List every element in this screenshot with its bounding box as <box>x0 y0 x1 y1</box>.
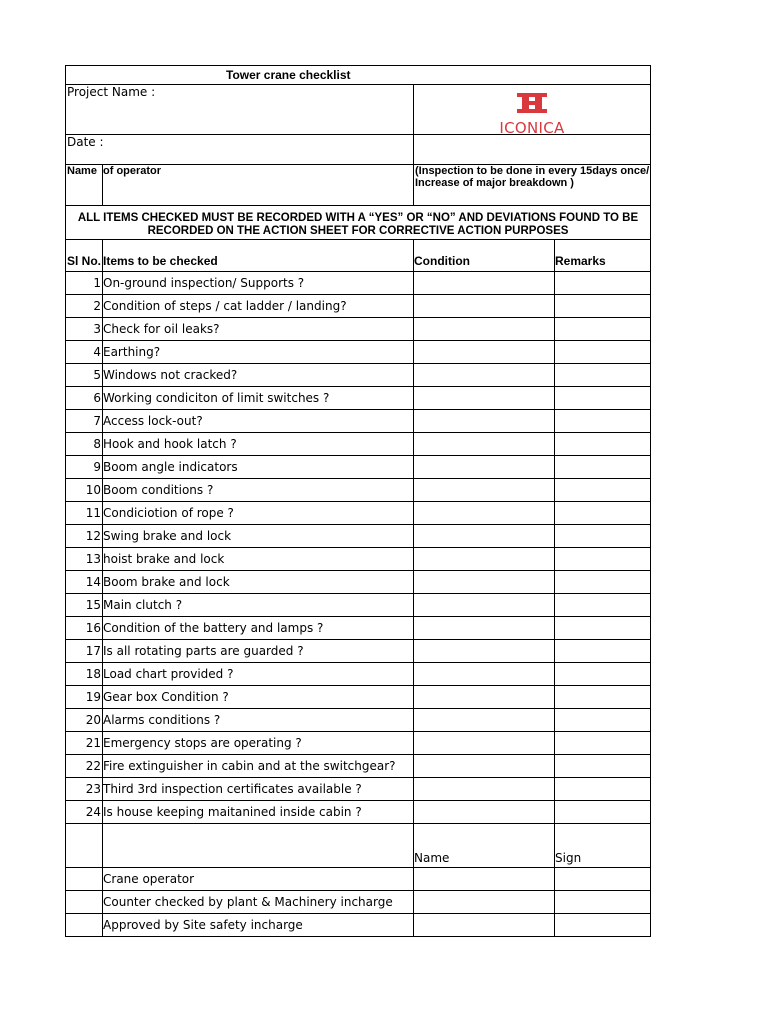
remarks-cell[interactable] <box>554 617 650 639</box>
remarks-cell[interactable] <box>554 456 650 478</box>
item-text: Swing brake and lock <box>102 525 413 547</box>
item-text: Third 3rd inspection certificates available ? <box>102 778 413 800</box>
iconica-logo-icon <box>517 93 547 113</box>
signoff-sign-label: Sign <box>554 824 650 867</box>
condition-cell[interactable] <box>413 387 554 409</box>
item-number: 18 <box>85 667 101 681</box>
item-number: 9 <box>93 460 101 474</box>
remarks-cell[interactable] <box>554 479 650 501</box>
sheet-title: Tower crane checklist <box>226 68 351 82</box>
signoff-sign-cell[interactable] <box>554 868 650 890</box>
checklist-row <box>65 364 651 387</box>
condition-cell[interactable] <box>413 525 554 547</box>
signoff-name-cell[interactable] <box>413 914 554 936</box>
condition-cell[interactable] <box>413 571 554 593</box>
condition-cell[interactable] <box>413 272 554 294</box>
header-condition: Condition <box>413 240 554 271</box>
logo-text: ICONICA <box>499 119 565 134</box>
condition-cell[interactable] <box>413 663 554 685</box>
checklist-row <box>65 548 651 571</box>
signoff-blank-cell <box>66 868 102 890</box>
condition-cell[interactable] <box>413 433 554 455</box>
item-number: 1 <box>93 276 101 290</box>
signoff-sign-cell[interactable] <box>554 914 650 936</box>
checklist-row <box>65 594 651 617</box>
signoff-blank-cell <box>102 824 413 867</box>
checklist-items <box>65 272 651 824</box>
date-right-cell <box>413 135 650 164</box>
remarks-cell[interactable] <box>554 387 650 409</box>
checklist-row <box>65 456 651 479</box>
condition-cell[interactable] <box>413 778 554 800</box>
remarks-cell[interactable] <box>554 272 650 294</box>
remarks-cell[interactable] <box>554 663 650 685</box>
checklist-row <box>65 732 651 755</box>
item-number: 13 <box>85 552 101 566</box>
remarks-cell[interactable] <box>554 640 650 662</box>
signoff-blank-cell <box>66 824 102 867</box>
operator-name-label-2: of operator <box>102 165 413 205</box>
item-text: Windows not cracked? <box>102 364 413 386</box>
instruction-banner: ALL ITEMS CHECKED MUST BE RECORDED WITH A “YES” OR “NO” AND DEVIATIONS FOUND TO BE RECORDED ON THE ACTION SHEET FOR CORRECTIVE ACTION PURPOSES <box>77 212 639 237</box>
checklist-row <box>65 801 651 824</box>
condition-cell[interactable] <box>413 341 554 363</box>
condition-cell[interactable] <box>413 755 554 777</box>
condition-cell[interactable] <box>413 318 554 340</box>
remarks-cell[interactable] <box>554 525 650 547</box>
remarks-cell[interactable] <box>554 364 650 386</box>
title-row <box>65 65 651 85</box>
signoff-sign-cell[interactable] <box>554 891 650 913</box>
checklist-row <box>65 410 651 433</box>
item-number: 16 <box>85 621 101 635</box>
item-text: Working condiciton of limit switches ? <box>102 387 413 409</box>
signoff-blank-cell <box>66 891 102 913</box>
signoff-header-row <box>65 824 651 868</box>
logo-cell <box>413 85 650 134</box>
item-number: 24 <box>85 805 101 819</box>
project-row <box>65 85 651 135</box>
header-remarks: Remarks <box>554 240 650 271</box>
item-number: 23 <box>85 782 101 796</box>
remarks-cell[interactable] <box>554 548 650 570</box>
item-number: 3 <box>93 322 101 336</box>
header-items: Items to be checked <box>102 240 413 271</box>
condition-cell[interactable] <box>413 732 554 754</box>
signoff-role: Counter checked by plant & Machinery incharge <box>102 891 413 913</box>
item-text: Fire extinguisher in cabin and at the switchgear? <box>102 755 413 777</box>
checklist-row <box>65 433 651 456</box>
banner-row <box>65 206 651 240</box>
item-text: Alarms conditions ? <box>102 709 413 731</box>
checklist-row <box>65 640 651 663</box>
item-text: Boom brake and lock <box>102 571 413 593</box>
checklist-row <box>65 479 651 502</box>
checklist-sheet <box>65 65 651 937</box>
item-text: Condition of the battery and lamps ? <box>102 617 413 639</box>
item-number: 21 <box>85 736 101 750</box>
item-text: Condiciotion of rope ? <box>102 502 413 524</box>
item-text: Gear box Condition ? <box>102 686 413 708</box>
remarks-cell[interactable] <box>554 318 650 340</box>
checklist-row <box>65 709 651 732</box>
signoff-name-cell[interactable] <box>413 891 554 913</box>
operator-row <box>65 165 651 206</box>
checklist-row <box>65 272 651 295</box>
condition-cell[interactable] <box>413 617 554 639</box>
condition-cell[interactable] <box>413 479 554 501</box>
remarks-cell[interactable] <box>554 341 650 363</box>
item-text: Check for oil leaks? <box>102 318 413 340</box>
remarks-cell[interactable] <box>554 778 650 800</box>
remarks-cell[interactable] <box>554 571 650 593</box>
item-text: Is all rotating parts are guarded ? <box>102 640 413 662</box>
item-text: hoist brake and lock <box>102 548 413 570</box>
item-text: Hook and hook latch ? <box>102 433 413 455</box>
item-number: 14 <box>85 575 101 589</box>
item-number: 20 <box>85 713 101 727</box>
condition-cell[interactable] <box>413 456 554 478</box>
signoff-name-label: Name <box>413 824 554 867</box>
checklist-row <box>65 571 651 594</box>
checklist-row <box>65 525 651 548</box>
item-number: 15 <box>85 598 101 612</box>
remarks-cell[interactable] <box>554 295 650 317</box>
condition-cell[interactable] <box>413 801 554 823</box>
date-label: Date : <box>67 135 104 149</box>
signoff-role: Crane operator <box>102 868 413 890</box>
item-number: 7 <box>93 414 101 428</box>
condition-cell[interactable] <box>413 548 554 570</box>
checklist-row <box>65 295 651 318</box>
condition-cell[interactable] <box>413 364 554 386</box>
item-number: 4 <box>93 345 101 359</box>
signoff-row <box>65 868 651 891</box>
condition-cell[interactable] <box>413 502 554 524</box>
remarks-cell[interactable] <box>554 594 650 616</box>
item-text: On-ground inspection/ Supports ? <box>102 272 413 294</box>
remarks-cell[interactable] <box>554 410 650 432</box>
condition-cell[interactable] <box>413 295 554 317</box>
inspection-note: (Inspection to be done in every 15days once/ Increase of major breakdown ) <box>413 165 650 205</box>
project-name-label: Project Name : <box>67 85 156 99</box>
item-number: 11 <box>85 506 101 520</box>
remarks-cell[interactable] <box>554 686 650 708</box>
item-text: Is house keeping maitanined inside cabin ? <box>102 801 413 823</box>
condition-cell[interactable] <box>413 686 554 708</box>
signoff-row <box>65 891 651 914</box>
item-text: Load chart provided ? <box>102 663 413 685</box>
item-text: Main clutch ? <box>102 594 413 616</box>
checklist-row <box>65 387 651 410</box>
remarks-cell[interactable] <box>554 732 650 754</box>
item-text: Condition of steps / cat ladder / landing? <box>102 295 413 317</box>
condition-cell[interactable] <box>413 410 554 432</box>
remarks-cell[interactable] <box>554 709 650 731</box>
item-text: Boom angle indicators <box>102 456 413 478</box>
checklist-row <box>65 755 651 778</box>
item-text: Earthing? <box>102 341 413 363</box>
checklist-row <box>65 778 651 801</box>
item-text: Access lock-out? <box>102 410 413 432</box>
item-number: 10 <box>85 483 101 497</box>
condition-cell[interactable] <box>413 640 554 662</box>
signoff-row <box>65 914 651 937</box>
date-row <box>65 135 651 165</box>
item-number: 8 <box>93 437 101 451</box>
item-number: 6 <box>93 391 101 405</box>
checklist-row <box>65 341 651 364</box>
checklist-row <box>65 318 651 341</box>
remarks-cell[interactable] <box>554 502 650 524</box>
item-number: 22 <box>85 759 101 773</box>
checklist-row <box>65 686 651 709</box>
checklist-row <box>65 617 651 640</box>
signoff-role: Approved by Site safety incharge <box>102 914 413 936</box>
item-number: 2 <box>93 299 101 313</box>
item-text: Emergency stops are operating ? <box>102 732 413 754</box>
remarks-cell[interactable] <box>554 433 650 455</box>
item-number: 5 <box>93 368 101 382</box>
item-number: 19 <box>85 690 101 704</box>
iconica-logo <box>414 93 650 134</box>
item-number: 17 <box>85 644 101 658</box>
remarks-cell[interactable] <box>554 801 650 823</box>
item-number: 12 <box>85 529 101 543</box>
signoff-blank-cell <box>66 914 102 936</box>
header-row <box>65 240 651 272</box>
header-sl-no: Sl No. <box>67 254 102 268</box>
signoff-rows <box>65 868 651 937</box>
signoff-name-cell[interactable] <box>413 868 554 890</box>
condition-cell[interactable] <box>413 709 554 731</box>
operator-name-label: Name <box>67 165 97 177</box>
checklist-row <box>65 502 651 525</box>
item-text: Boom conditions ? <box>102 479 413 501</box>
condition-cell[interactable] <box>413 594 554 616</box>
remarks-cell[interactable] <box>554 755 650 777</box>
checklist-row <box>65 663 651 686</box>
